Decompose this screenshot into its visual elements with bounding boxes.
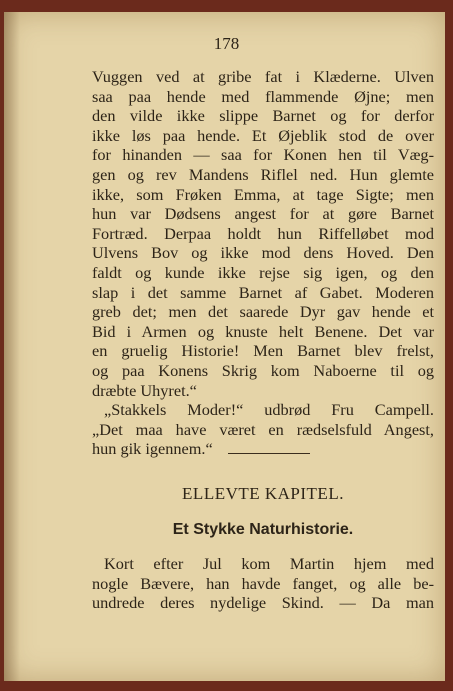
text-line: undrede deres nydelige Skind. — Da man bbox=[92, 593, 434, 613]
body-text-bottom bbox=[92, 554, 434, 613]
text-line: greb det; men det saarede Dyr gav hende et bbox=[92, 302, 434, 322]
text-line: slap i det samme Barnet af Gabet. Moderen bbox=[92, 282, 434, 302]
chapter-subtitle: Et Stykke Naturhistorie. bbox=[172, 521, 354, 538]
text-line: saa paa hende med flammende Øjne; men bbox=[92, 86, 434, 106]
text-line: „Stakkels Moder!“ udbrød Fru Campell. bbox=[104, 400, 434, 420]
text-line: Ulvens Bov og ikke mod dens Hoved. Den bbox=[92, 243, 434, 263]
text-line: ikke løs paa hende. Et Øjeblik stod de over bbox=[92, 125, 434, 145]
text-line: dræbte Uhyret.“ bbox=[92, 380, 197, 400]
text-line: hun gik igennem.“ bbox=[92, 439, 213, 459]
text-line: „Det maa have været en rædselsfuld Angest, bbox=[92, 419, 434, 439]
text-line: Vuggen ved at gribe fat i Klæderne. Ulven bbox=[92, 67, 434, 86]
text-line: Kort efter Jul kom Martin hjem med bbox=[104, 554, 434, 573]
body-text-top bbox=[92, 67, 434, 459]
section-divider bbox=[228, 453, 310, 454]
text-line: den vilde ikke slippe Barnet og for derfor bbox=[92, 106, 434, 126]
text-line: ikke, som Frøken Emma, at tage Sigte; men bbox=[92, 184, 434, 204]
text-line: faldt og kunde ikke rejse sig igen, og den bbox=[92, 262, 434, 282]
text-line: Bid i Armen og knuste helt Benene. Det var bbox=[92, 321, 434, 341]
text-line: Fortræd. Derpaa holdt hun Riffelløbet mod bbox=[92, 223, 434, 243]
text-line: gen og rev Mandens Riflel ned. Hun glemte bbox=[92, 164, 434, 184]
text-line: nogle Bævere, han havde fanget, og alle be- bbox=[92, 573, 434, 593]
page-binding-shadow bbox=[4, 12, 20, 681]
chapter-heading: ELLEVTE KAPITEL. bbox=[182, 484, 344, 503]
page-number: 178 bbox=[213, 34, 240, 53]
text-line: hun var Dødsens angest for at gøre Barnet bbox=[92, 204, 434, 224]
text-line: og paa Konens Skrig kom Naboerne til og bbox=[92, 360, 434, 380]
text-line: for hinanden — saa for Konen hen til Væg- bbox=[92, 145, 434, 165]
text-line: en gruelig Historie! Men Barnet blev frelst, bbox=[92, 341, 434, 361]
